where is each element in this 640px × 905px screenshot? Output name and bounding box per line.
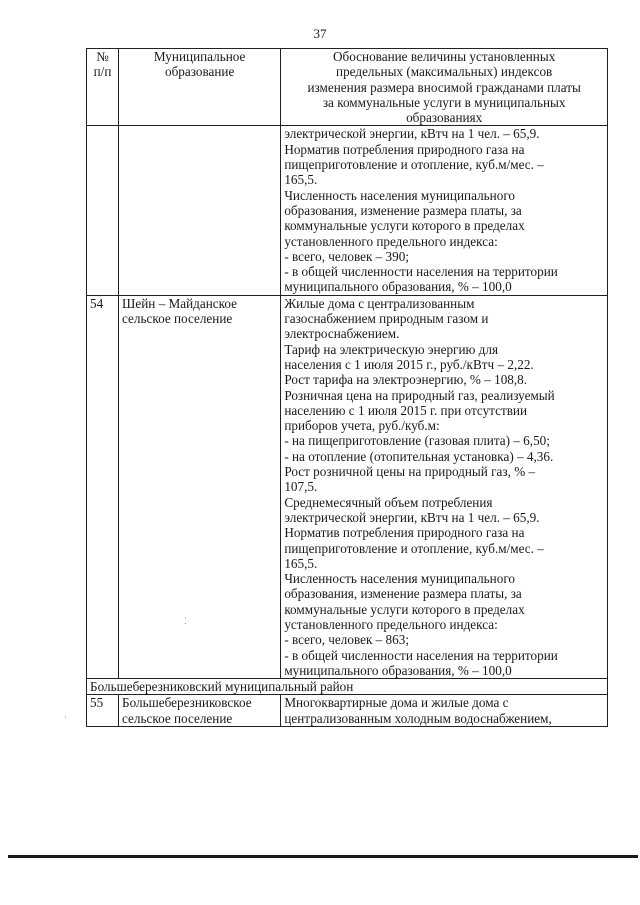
cell-municipality: Большеберезниковское сельское поселение <box>119 695 281 727</box>
header-municipality: Муниципальное образование <box>119 49 281 126</box>
cell-municipality: Шейн – Майданское сельское поселение <box>119 295 281 678</box>
table-row-continuation <box>87 126 608 295</box>
cell-number-empty <box>87 126 119 295</box>
cell-justification-continuation: электрической энергии, кВтч на 1 чел. – 65,9. Норматив потребления природного газа на пищеприготовление и отопление, куб.м/мес. – 165,5. Численность населения муниципального образования, изменение размера платы, за коммунальные услуги которого в пределах установленного предельного индекса: - всего, человек – 390; - в общей численности населения на территории муниципального образования, % – 100,0 <box>281 126 608 295</box>
cell-justification: Многоквартирные дома и жилые дома с централизованным холодным водоснабжением, <box>281 695 608 727</box>
cell-number: 54 <box>87 295 119 678</box>
header-number: № п/п <box>87 49 119 126</box>
cell-number: 55 <box>87 695 119 727</box>
cell-municipality-empty <box>119 126 281 295</box>
district-title: Большеберезниковский муниципальный район <box>87 679 608 695</box>
page-number: 37 <box>313 26 327 41</box>
scan-speck: ⁚ <box>184 616 187 626</box>
tariff-table <box>86 48 608 727</box>
table-row-55 <box>87 695 608 727</box>
table-row-54 <box>87 295 608 678</box>
district-heading-row <box>87 679 608 695</box>
page-bottom-rule <box>8 855 638 858</box>
header-justification: Обоснование величины установленных предельных (максимальных) индексов изменения размера вносимой гражданами платы за коммунальные услуги в муниципальных образованиях <box>281 49 608 126</box>
table-header-row <box>87 49 608 126</box>
scan-speck: · <box>64 712 67 722</box>
cell-justification: Жилые дома с централизованным газоснабжением природным газом и электроснабжением. Тариф на электрическую энергию для населения с 1 июля 2015 г., руб./кВтч – 2,22. Рост тарифа на электроэнергию, % – 108,8. Розничная цена на природный газ, реализуемый населению с 1 июля 2015 г. при отсутствии приборов учета, руб./куб.м: - на пищеприготовление (газовая плита) – 6,50; - на отопление (отопительная установка) – 4,36. Рост розничной цены на природный газ, % – 107,5. Среднемесячный объем потребления электрической энергии, кВтч на 1 чел. – 65,9. Норматив потребления природного газа на пищеприготовление и отопление, куб.м/мес. – 165,5. Численность населения муниципального образования, изменение размера платы, за коммунальные услуги которого в пределах установленного предельного индекса: - всего, человек – 863; - в общей численности населения на территории муниципального образования, % – 100,0 <box>281 295 608 678</box>
